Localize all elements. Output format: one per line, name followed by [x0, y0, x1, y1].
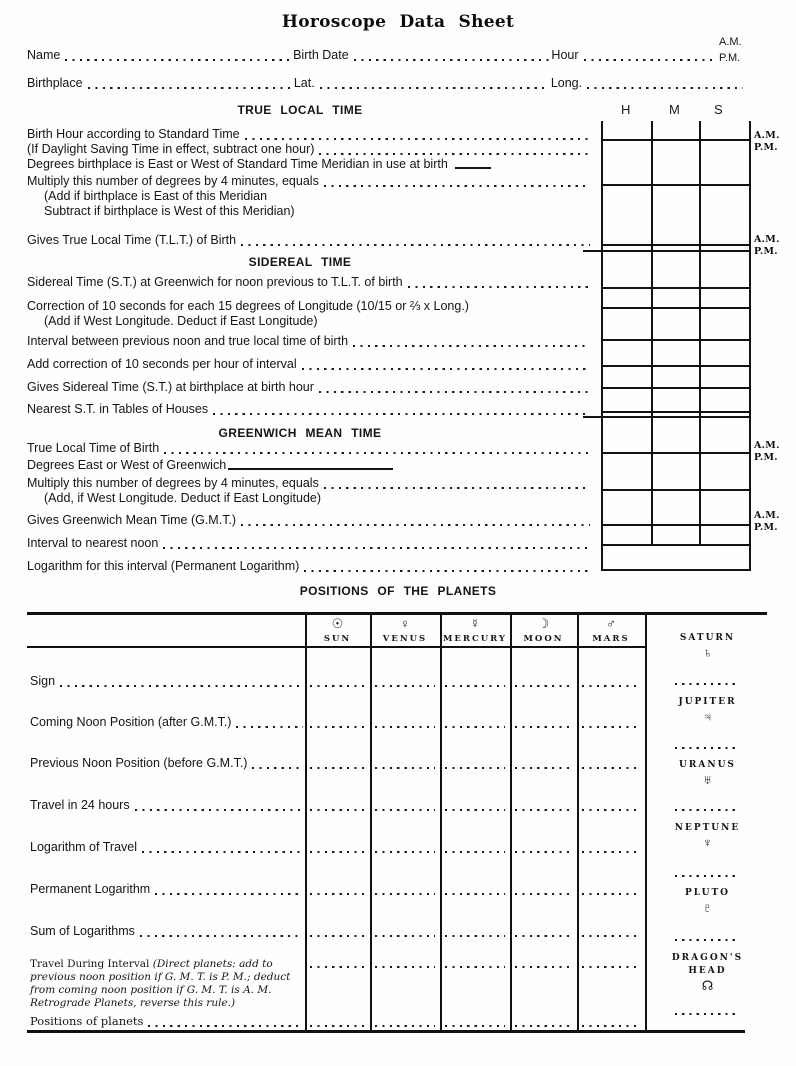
solid-fill-line — [228, 468, 393, 470]
row-label: Multiply this number of degrees by 4 minutes, equals — [27, 476, 319, 490]
outer-planet-label: DRAGON'S HEAD — [671, 953, 744, 976]
fill-dots — [375, 685, 435, 687]
outer-planet-saturn — [645, 632, 770, 660]
table-row — [27, 798, 645, 813]
grid-line — [583, 250, 751, 252]
form-row — [27, 189, 592, 204]
form-row — [27, 402, 592, 417]
row-label: Permanent Logarithm — [30, 882, 151, 896]
col-header-mercury — [440, 617, 510, 644]
ampm-grid-label — [754, 510, 780, 533]
fill-dots — [445, 767, 505, 769]
fill-dots — [375, 935, 435, 937]
mercury-symbol-icon: ☿ — [470, 616, 480, 631]
fill-dots — [582, 767, 640, 769]
am-label: A.M. — [754, 440, 780, 451]
grid-line — [601, 121, 603, 571]
fill-dots — [304, 570, 590, 572]
form-row — [27, 233, 592, 248]
table-row — [27, 756, 645, 771]
am-label: A.M. — [754, 234, 780, 245]
outer-planet-dragons-head — [645, 952, 770, 993]
fill-dots — [319, 391, 590, 393]
col-header-label: MOON — [523, 634, 564, 644]
birth-date-fill-dots — [354, 59, 550, 61]
fill-dots — [164, 452, 590, 454]
row-label: Gives Sidereal Time (S.T.) at birthplace at birth hour — [27, 380, 314, 394]
dragons-head-symbol-icon: ☊ — [701, 978, 714, 993]
fill-dots — [375, 726, 435, 728]
grid-line — [601, 365, 751, 367]
neptune-symbol-icon: ♆ — [702, 835, 713, 850]
jupiter-symbol-icon: ♃ — [702, 709, 713, 724]
form-row — [27, 142, 592, 157]
fill-dots — [60, 685, 303, 687]
row-label: Birth Hour according to Standard Time — [27, 127, 240, 141]
table-bottom-border — [27, 1030, 745, 1033]
venus-symbol-icon: ♀ — [400, 616, 410, 631]
grid-line — [601, 287, 751, 289]
fill-dots — [375, 1025, 435, 1027]
fill-dots — [310, 966, 365, 968]
form-row — [27, 380, 592, 395]
col-header-label: MARS — [592, 634, 630, 644]
birthplace-field-label: Birthplace — [27, 76, 83, 90]
form-row — [27, 174, 592, 189]
fill-dots — [375, 966, 435, 968]
fill-dots — [675, 747, 739, 749]
row-label: Subtract if birthplace is West of this Meridian) — [44, 204, 295, 218]
col-header-label: SUN — [323, 634, 352, 644]
col-header-sun — [305, 617, 370, 644]
form-row — [27, 536, 592, 551]
row-label: Positions of planets — [30, 1014, 144, 1028]
fill-dots — [515, 1025, 572, 1027]
row-label: Gives True Local Time (T.L.T.) of Birth — [27, 233, 237, 247]
row-label: Previous Noon Position (before G.M.T.) — [30, 756, 248, 770]
fill-dots — [582, 726, 640, 728]
fill-dots — [213, 413, 590, 415]
fill-dots — [675, 939, 739, 941]
fill-dots — [582, 935, 640, 937]
fill-dots — [236, 726, 303, 728]
row-label: Interval between previous noon and true local time of birth — [27, 334, 349, 348]
row-label: True Local Time of Birth — [27, 441, 160, 455]
row-label: Sign — [30, 674, 56, 688]
row-label: Degrees East or West of Greenwich — [27, 458, 227, 472]
fill-dots — [142, 851, 303, 853]
section-heading-positions-of-the-planets: POSITIONS OF THE PLANETS — [299, 584, 497, 598]
am-label: A.M. — [754, 130, 780, 141]
fill-dots — [675, 875, 739, 877]
fill-dots — [310, 809, 365, 811]
ampm-grid-label — [754, 234, 780, 257]
outer-planet-label: URANUS — [679, 760, 736, 770]
fill-dots — [375, 893, 435, 895]
col-header-label: MERCURY — [443, 634, 507, 644]
grid-line — [601, 339, 751, 341]
grid-line — [601, 489, 751, 491]
outer-planet-label: SATURN — [679, 633, 736, 643]
ampm-grid-label — [754, 440, 780, 463]
col-header-moon — [510, 617, 577, 644]
table-row — [27, 674, 645, 689]
solid-fill-line — [455, 167, 491, 169]
form-row — [27, 491, 592, 506]
fill-dots — [445, 851, 505, 853]
fill-dots — [675, 1013, 739, 1015]
form-row — [27, 204, 592, 219]
birthplace-fill-dots — [88, 87, 292, 89]
name-row — [27, 48, 716, 63]
outer-planet-label: NEPTUNE — [674, 823, 741, 833]
row-label: Nearest S.T. in Tables of Houses — [27, 402, 209, 416]
fill-dots — [375, 851, 435, 853]
grid-line — [601, 524, 751, 526]
fill-dots — [375, 767, 435, 769]
pm-label: P.M. — [754, 141, 778, 153]
form-row — [27, 513, 592, 528]
row-label: Degrees birthplace is East or West of Standard Time Meridian in use at birth — [27, 157, 448, 171]
pm-label: P.M. — [754, 451, 778, 463]
grid-line — [601, 244, 751, 246]
col-header-venus — [370, 617, 440, 644]
uranus-symbol-icon: ♅ — [702, 772, 713, 787]
table-row — [27, 1014, 645, 1029]
fill-dots — [515, 726, 572, 728]
fill-dots — [582, 685, 640, 687]
grid-line — [601, 184, 751, 186]
row-label: Travel During Interval — [30, 958, 150, 970]
row-label: Logarithm for this interval (Permanent Logarithm) — [27, 559, 300, 573]
fill-dots — [324, 487, 590, 489]
name-fill-dots — [65, 59, 291, 61]
fill-dots — [582, 893, 640, 895]
pm-label: P.M. — [754, 521, 778, 533]
fill-dots — [515, 893, 572, 895]
grid-col-header-h: H — [621, 102, 631, 117]
form-row — [27, 334, 592, 349]
fill-dots — [310, 726, 365, 728]
fill-dots — [445, 893, 505, 895]
fill-dots — [135, 809, 303, 811]
moon-symbol-icon: ☽ — [537, 616, 550, 631]
fill-dots — [515, 851, 572, 853]
row-label: Sum of Logarithms — [30, 924, 135, 938]
grid-line — [601, 452, 751, 454]
fill-dots — [310, 1025, 365, 1027]
fill-dots — [445, 1025, 505, 1027]
fill-dots — [241, 244, 590, 246]
form-row — [27, 299, 592, 314]
fill-dots — [310, 893, 365, 895]
fill-dots — [319, 153, 590, 155]
table-row — [27, 840, 645, 855]
fill-dots — [408, 286, 590, 288]
row-label: Multiply this number of degrees by 4 minutes, equals — [27, 174, 319, 188]
planets-table — [27, 612, 770, 1036]
fill-dots — [675, 683, 739, 685]
col-header-mars — [577, 617, 645, 644]
form-row — [27, 314, 592, 329]
row-note: (Direct planets: add to previous noon position if G. M. T. is P. M.; deduct from coming noon position if G. M. T. is A. M. Retrograde Planets, reverse this rule.) — [30, 958, 291, 1009]
fill-dots — [445, 966, 505, 968]
fill-dots — [245, 138, 590, 140]
outer-planet-neptune — [645, 822, 770, 850]
form-row — [27, 441, 592, 456]
outer-planet-pluto — [645, 887, 770, 915]
saturn-symbol-icon: ♄ — [702, 645, 713, 660]
fill-dots — [582, 1025, 640, 1027]
grid-line — [601, 387, 751, 389]
fill-dots — [310, 767, 365, 769]
grid-col-header-s: S — [714, 102, 723, 117]
table-row-travel-during-interval — [27, 958, 645, 1010]
fill-dots — [310, 851, 365, 853]
form-row — [27, 476, 592, 491]
fill-dots — [445, 935, 505, 937]
grid-line — [601, 569, 751, 571]
form-row — [27, 458, 592, 473]
pm-label: P.M. — [754, 245, 778, 257]
fill-dots — [445, 726, 505, 728]
am-label-top: A.M. — [719, 36, 742, 48]
row-label: (Add, if West Longitude. Deduct if East Longitude) — [44, 491, 322, 505]
lat-field-label: Lat. — [293, 76, 315, 90]
fill-dots — [241, 524, 590, 526]
fill-dots — [675, 809, 739, 811]
ampm-grid-label — [754, 130, 780, 153]
fill-dots — [375, 809, 435, 811]
lat-fill-dots — [320, 87, 549, 89]
fill-dots — [140, 935, 303, 937]
outer-planet-label: JUPITER — [678, 697, 737, 707]
table-row — [27, 924, 645, 939]
section-heading-sidereal-time: SIDEREAL TIME — [248, 255, 352, 269]
form-row — [27, 275, 592, 290]
fill-dots — [310, 935, 365, 937]
long-fill-dots — [587, 87, 743, 89]
grid-line — [601, 411, 751, 413]
row-label: Coming Noon Position (after G.M.T.) — [30, 715, 232, 729]
am-label: A.M. — [754, 510, 780, 521]
fill-dots — [353, 345, 590, 347]
hour-field-label: Hour — [551, 48, 579, 62]
grid-col-header-m: M — [669, 102, 680, 117]
birthplace-row — [27, 76, 745, 91]
sun-symbol-icon: ☉ — [331, 616, 344, 631]
fill-dots — [445, 685, 505, 687]
row-label: Sidereal Time (S.T.) at Greenwich for noon previous to T.L.T. of birth — [27, 275, 403, 289]
grid-line — [601, 307, 751, 309]
row-label: Logarithm of Travel — [30, 840, 137, 854]
fill-dots — [582, 809, 640, 811]
section-heading-greenwich-mean-time: GREENWICH MEAN TIME — [218, 426, 382, 440]
fill-dots — [515, 966, 572, 968]
pm-label-top: P.M. — [719, 52, 741, 64]
form-row — [27, 357, 592, 372]
grid-line — [601, 544, 751, 546]
section-heading-true-local-time: TRUE LOCAL TIME — [237, 103, 363, 117]
outer-planet-label: PLUTO — [685, 888, 730, 898]
fill-dots — [252, 767, 303, 769]
table-row — [27, 715, 645, 730]
table-top-border — [27, 612, 767, 615]
row-label: (If Daylight Saving Time in effect, subtract one hour) — [27, 142, 315, 156]
fill-dots — [445, 809, 505, 811]
fill-dots — [515, 809, 572, 811]
fill-dots — [155, 893, 303, 895]
col-header-label: VENUS — [382, 634, 428, 644]
fill-dots — [582, 966, 640, 968]
row-label: Correction of 10 seconds for each 15 degrees of Longitude (10/15 or ⅔ x Long.) — [27, 299, 469, 313]
outer-planet-jupiter — [645, 696, 770, 724]
pluto-symbol-icon: ♇ — [702, 900, 713, 915]
long-field-label: Long. — [550, 76, 583, 90]
row-label: Interval to nearest noon — [27, 536, 159, 550]
form-row — [27, 559, 592, 574]
row-label: (Add if West Longitude. Deduct if East Longitude) — [44, 314, 318, 328]
grid-line — [601, 139, 751, 141]
fill-dots — [148, 1025, 303, 1027]
name-field-label: Name — [27, 48, 61, 62]
fill-dots — [582, 851, 640, 853]
fill-dots — [310, 685, 365, 687]
fill-dots — [515, 935, 572, 937]
header-underline — [27, 646, 645, 648]
mars-symbol-icon: ♂ — [606, 616, 616, 631]
grid-line — [583, 416, 751, 418]
page-title: Horoscope Data Sheet — [281, 12, 515, 32]
grid-line — [749, 121, 751, 571]
hour-fill-dots — [584, 59, 714, 61]
outer-planet-uranus — [645, 759, 770, 787]
row-label: Gives Greenwich Mean Time (G.M.T.) — [27, 513, 237, 527]
row-label: Travel in 24 hours — [30, 798, 130, 812]
form-row — [27, 127, 592, 142]
fill-dots — [163, 547, 590, 549]
fill-dots — [515, 685, 572, 687]
row-label: (Add if birthplace is East of this Meridian — [44, 189, 268, 203]
birth-date-field-label: Birth Date — [293, 48, 349, 62]
form-row — [27, 157, 592, 172]
fill-dots — [515, 767, 572, 769]
table-row — [27, 882, 645, 897]
fill-dots — [302, 368, 590, 370]
fill-dots — [324, 185, 590, 187]
row-label: Add correction of 10 seconds per hour of interval — [27, 357, 297, 371]
